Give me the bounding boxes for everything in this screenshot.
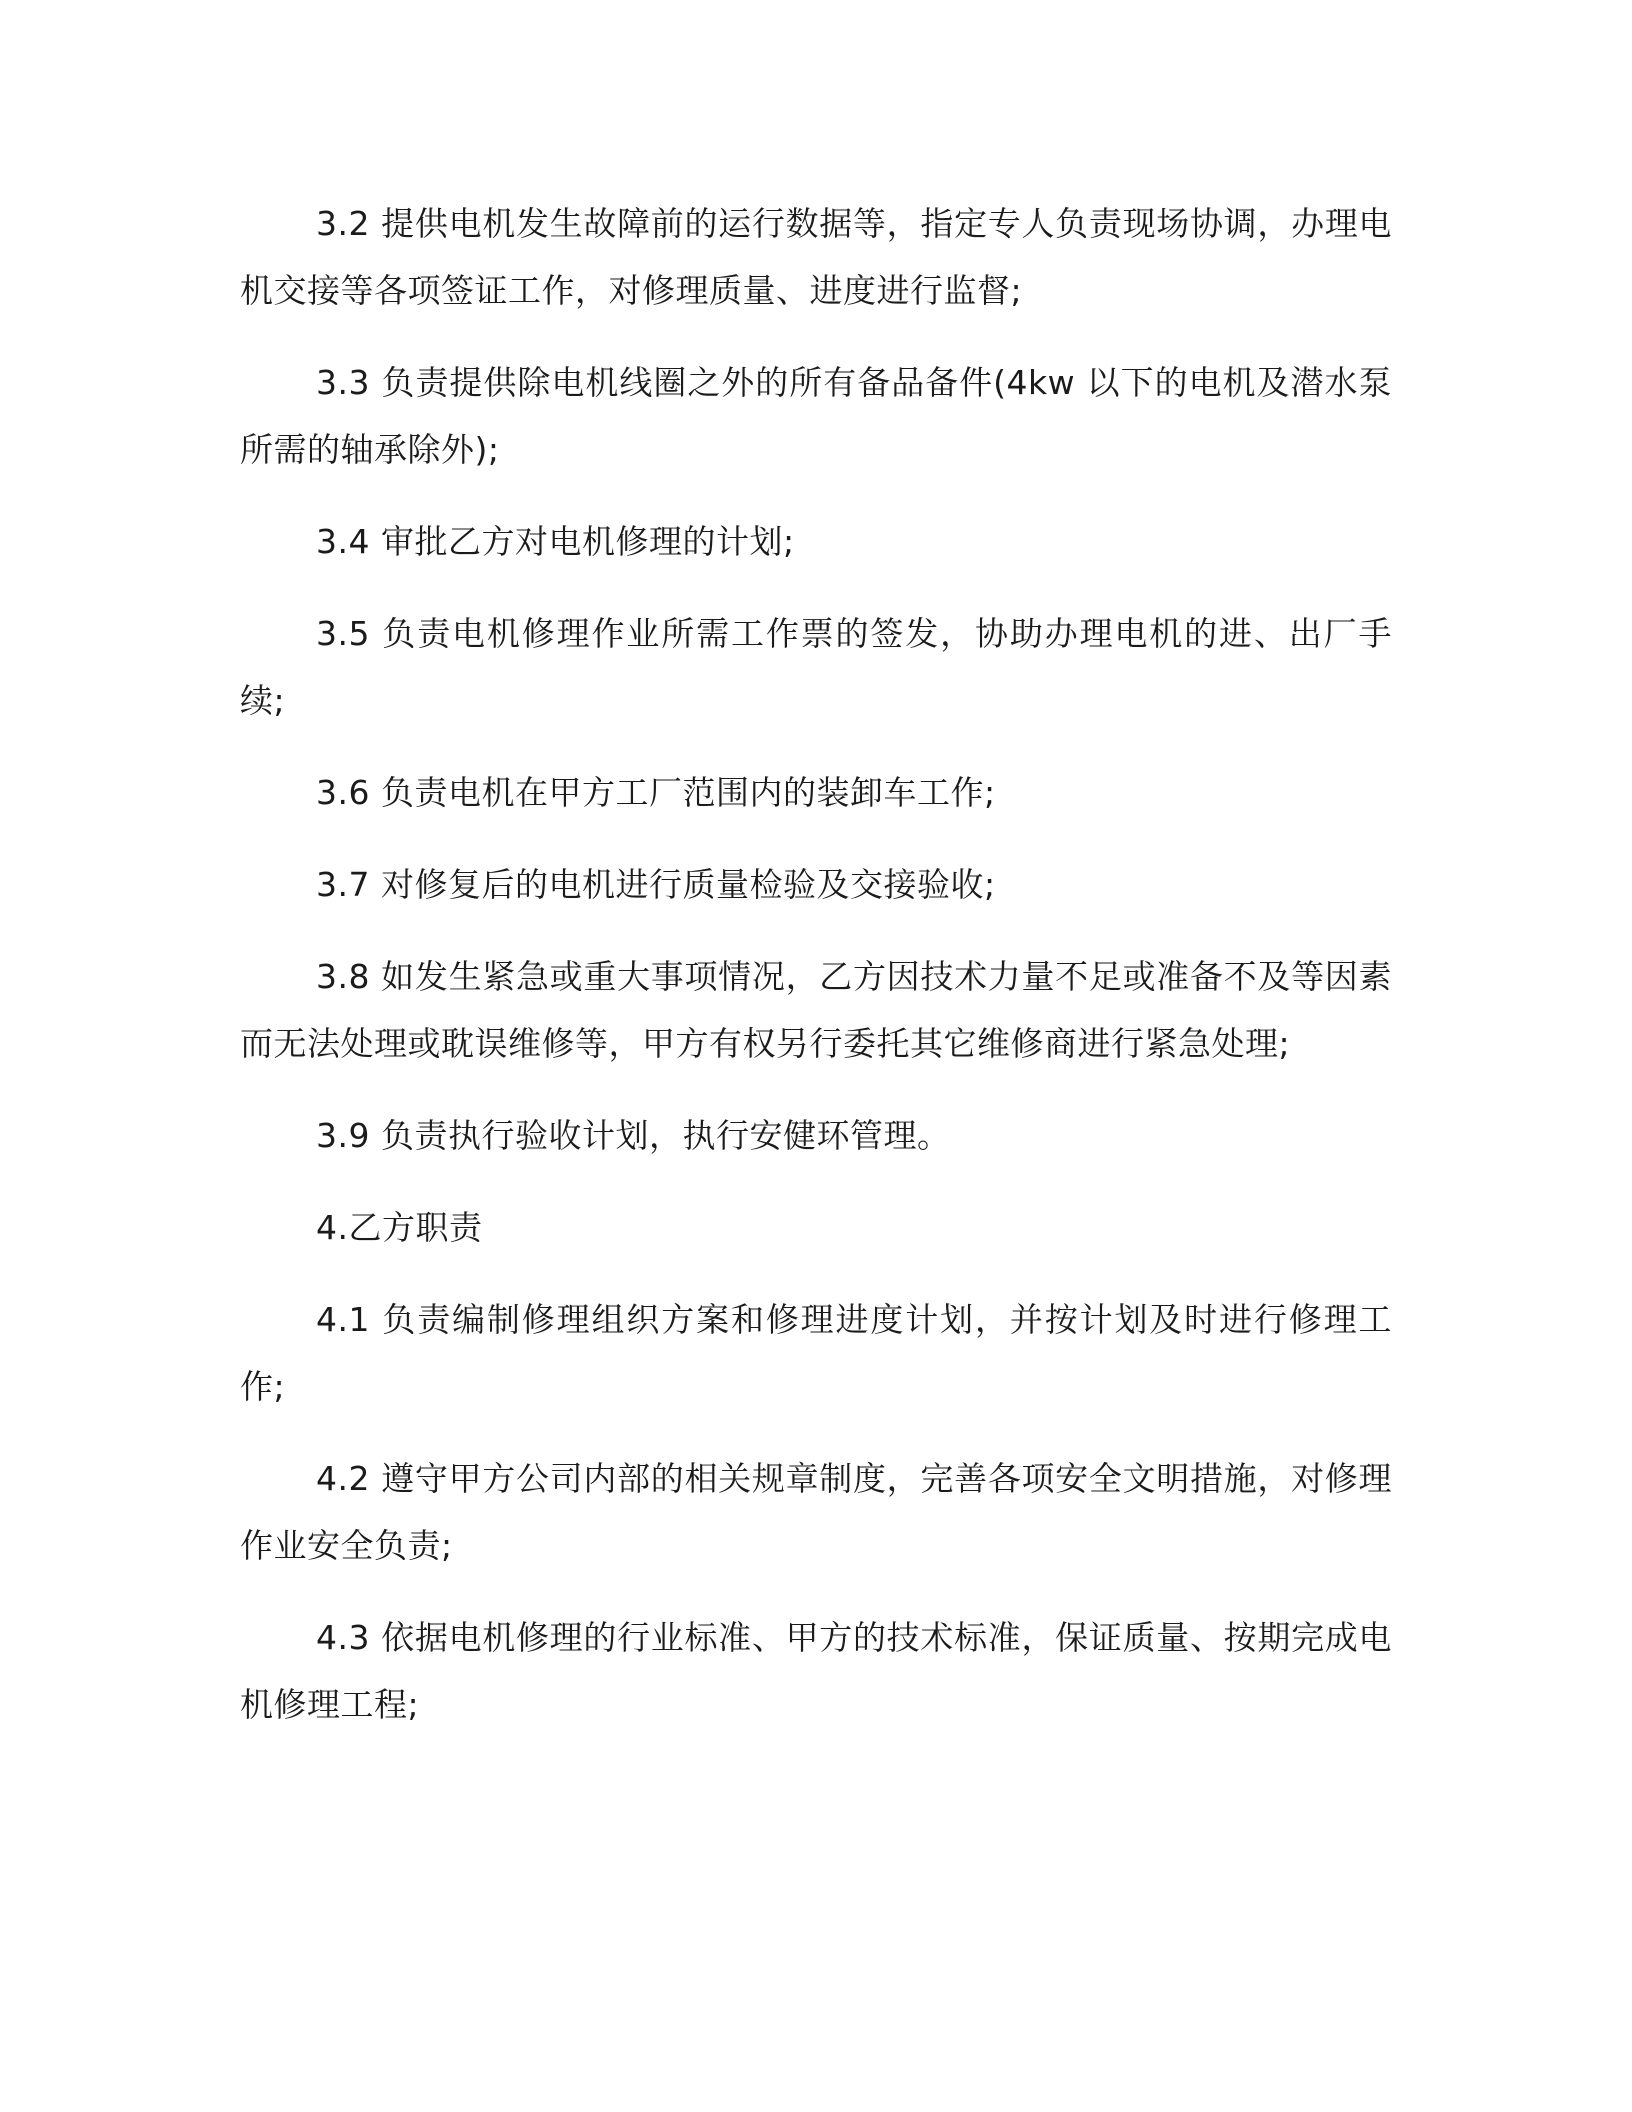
clause-3-2: 3.2 提供电机发生故障前的运行数据等，指定专人负责现场协调，办理电机交接等各项签证工作，对修理质量、进度进行监督;	[240, 204, 1392, 310]
clause-4-2: 4.2 遵守甲方公司内部的相关规章制度，完善各项安全文明措施，对修理作业安全负责;	[240, 1459, 1392, 1565]
clause-3-6: 3.6 负责电机在甲方工厂范围内的装卸车工作;	[316, 773, 996, 812]
clause-3-5: 3.5 负责电机修理作业所需工作票的签发，协助办理电机的进、出厂手续;	[240, 614, 1392, 720]
document-body	[240, 190, 1392, 1763]
section-heading-4: 4.乙方职责	[316, 1208, 483, 1247]
clause-3-3: 3.3 负责提供除电机线圈之外的所有备品备件(4kw 以下的电机及潜水泵所需的轴承除外);	[240, 363, 1392, 469]
clause-4-1: 4.1 负责编制修理组织方案和修理进度计划，并按计划及时进行修理工作;	[240, 1300, 1392, 1406]
clause-3-9: 3.9 负责执行验收计划，执行安健环管理。	[316, 1116, 951, 1155]
clause-4-3: 4.3 依据电机修理的行业标准、甲方的技术标准，保证质量、按期完成电机修理工程;	[240, 1618, 1392, 1724]
clause-3-4: 3.4 审批乙方对电机修理的计划;	[316, 522, 795, 561]
clause-3-7: 3.7 对修复后的电机进行质量检验及交接验收;	[316, 865, 996, 904]
clause-3-8: 3.8 如发生紧急或重大事项情况，乙方因技术力量不足或准备不及等因素而无法处理或耽误维修等，甲方有权另行委托其它维修商进行紧急处理;	[240, 957, 1392, 1063]
